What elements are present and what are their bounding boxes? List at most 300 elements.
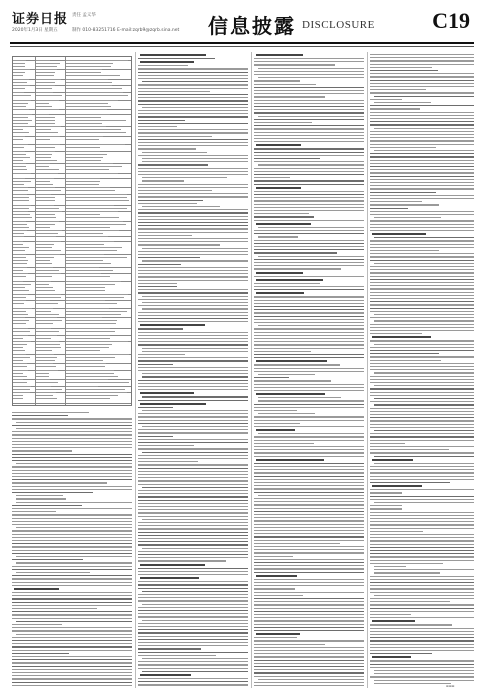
table-cell-text: [36, 338, 51, 339]
table-cell-text: [66, 72, 101, 73]
table-cell-text: [36, 75, 54, 76]
table-cell-text: [66, 163, 113, 164]
body-text-line: [370, 253, 474, 254]
body-text-line: [12, 614, 132, 615]
body-text-line: [138, 464, 248, 465]
body-text-line: [370, 298, 474, 299]
body-text-line: [138, 110, 248, 111]
table-cell-text: [66, 335, 110, 336]
body-text-line: [258, 164, 364, 165]
table-cell-text: [36, 267, 53, 268]
body-text-line: [370, 637, 474, 638]
body-text-line: [254, 476, 364, 477]
body-text-line: [254, 262, 364, 263]
body-text-line: [138, 145, 248, 146]
body-text-line: [138, 613, 248, 614]
body-text-line: [254, 527, 364, 528]
body-text-line: [254, 452, 364, 453]
body-text-line: [12, 505, 82, 506]
body-text-line: [254, 354, 364, 355]
table-cell-text: [36, 344, 60, 345]
body-text-line: [370, 427, 474, 428]
body-text-line: [370, 628, 474, 629]
body-text-line: [254, 423, 300, 424]
body-text-line: [370, 288, 474, 289]
body-text-line: [12, 685, 132, 686]
table-cell-text: [66, 347, 109, 348]
body-text-line: [12, 559, 83, 560]
table-cell-text: [36, 66, 57, 67]
body-text-line: [254, 135, 364, 136]
body-text-line: [254, 148, 364, 149]
body-text-line: [138, 380, 248, 381]
body-text-line: [254, 103, 364, 104]
body-text-line: [254, 572, 364, 573]
body-text-line: [12, 450, 72, 451]
body-text-line: [254, 620, 364, 621]
body-text-line: [254, 283, 320, 284]
body-text-line: [370, 276, 474, 277]
body-text-line: [374, 673, 474, 674]
table-cell-text: [66, 323, 116, 324]
body-text-line: [370, 556, 474, 557]
table-cell-text: [66, 363, 106, 364]
body-text-line: [258, 256, 364, 257]
body-text-line: [254, 492, 364, 493]
body-text-line: [370, 304, 474, 305]
body-text-line: [258, 325, 364, 326]
table-cell-text: [13, 184, 24, 185]
table-cell-text: [13, 197, 29, 198]
body-text-line: [138, 584, 248, 585]
table-cell-text: [36, 314, 59, 315]
body-text-line: [138, 120, 185, 121]
table-cell-text: [36, 82, 55, 83]
body-text-line: [12, 598, 132, 599]
body-text-line: [138, 588, 248, 589]
body-text-line: [374, 128, 474, 129]
table-cell-text: [36, 300, 50, 301]
table-cell-text: [36, 60, 50, 61]
body-text-line: [138, 655, 216, 656]
table-cell-text: [36, 211, 62, 212]
body-text-line: [254, 390, 364, 391]
body-text-line: [138, 684, 248, 685]
table-cell-text: [36, 126, 61, 127]
table-cell-text: [66, 373, 114, 374]
table-cell-text: [13, 323, 26, 324]
body-text-line: [254, 407, 364, 408]
body-text-line: [142, 248, 248, 249]
body-text-line: [12, 441, 132, 442]
body-text-line: [370, 333, 422, 334]
body-text-line: [138, 636, 248, 637]
body-text-line: [254, 663, 364, 664]
body-text-line: [258, 116, 364, 117]
paragraph-heading: [256, 292, 304, 294]
table-cell-text: [13, 178, 25, 179]
table-cell-text: [36, 208, 59, 209]
body-text-line: [370, 563, 443, 564]
table-cell-text: [66, 92, 123, 93]
table-cell-text: [66, 230, 119, 231]
body-text-line: [138, 512, 248, 513]
body-text-line: [254, 268, 341, 269]
table-cell-text: [66, 169, 109, 170]
table-cell-text: [13, 260, 28, 261]
body-text-line: [254, 549, 364, 550]
table-cell-text: [13, 120, 32, 121]
body-text-line: [254, 371, 364, 372]
body-text-line: [254, 168, 364, 169]
header-rule-thin: [10, 46, 474, 47]
body-text-line: [370, 624, 452, 625]
body-text-line: [370, 166, 474, 167]
body-text-line: [254, 335, 364, 336]
body-text-line: [258, 374, 315, 375]
table-cell-text: [36, 386, 51, 387]
body-text-line: [254, 647, 364, 648]
body-text-line: [254, 230, 364, 231]
table-cell-text: [36, 335, 57, 336]
body-text-line: [12, 611, 132, 612]
table-cell-text: [36, 100, 59, 101]
body-text-line: [138, 190, 212, 191]
body-text-line: [138, 423, 248, 424]
section-title: 信息披露: [208, 14, 296, 38]
table-cell-text: [36, 230, 62, 231]
body-text-line: [258, 77, 364, 78]
body-text-line: [142, 152, 207, 153]
body-text-line: [254, 338, 364, 339]
table-cell-text: [13, 317, 25, 318]
table-cell-text: [13, 211, 28, 212]
table-cell-text: [66, 214, 100, 215]
table-cell-text: [66, 386, 98, 387]
body-text-line: [254, 416, 364, 417]
body-text-line: [254, 517, 364, 518]
table-cell-text: [13, 85, 30, 86]
body-text-line: [254, 200, 364, 201]
body-text-line: [370, 353, 439, 354]
table-cell-text: [36, 123, 55, 124]
body-text-line: [370, 256, 474, 257]
table-cell-text: [13, 173, 31, 174]
body-text-line: [138, 267, 248, 268]
table-cell-text: [36, 88, 52, 89]
paragraph-heading: [372, 620, 415, 622]
body-text-line: [370, 86, 474, 87]
body-text-line: [138, 496, 248, 497]
body-text-line: [16, 556, 132, 557]
table-cell-text: [66, 114, 110, 115]
body-text-line: [254, 436, 364, 437]
table-cell-text: [13, 109, 29, 110]
body-text-line: [370, 476, 474, 477]
body-text-line: [370, 73, 474, 74]
table-cell-text: [36, 117, 55, 118]
table-cell-text: [66, 190, 115, 191]
body-text-line: [12, 454, 132, 455]
body-text-line: [254, 122, 312, 123]
table-cell-text: [13, 331, 30, 332]
body-text-line: [370, 667, 474, 668]
body-text-line: [254, 240, 364, 241]
body-text-line: [12, 524, 132, 525]
body-text-line: [12, 630, 132, 631]
paragraph-heading: [140, 403, 206, 405]
table-cell-text: [66, 227, 110, 228]
table-cell-text: [13, 66, 25, 67]
body-text-line: [374, 566, 406, 567]
body-text-line: [12, 444, 132, 445]
body-text-line: [142, 396, 248, 397]
table-cell-text: [66, 66, 111, 67]
body-text-line: [370, 515, 474, 516]
table-cell-text: [66, 60, 128, 61]
paragraph-heading: [140, 392, 194, 394]
body-text-line: [138, 560, 226, 561]
body-text-line: [254, 286, 364, 287]
table-cell-text: [36, 254, 60, 255]
table-cell-text: [66, 233, 103, 234]
body-text-line: [138, 541, 248, 542]
body-text-line: [370, 408, 474, 409]
table-cell-text: [13, 382, 27, 383]
body-text-line: [254, 592, 364, 593]
body-text-line: [370, 70, 438, 71]
table-cell-text: [36, 120, 55, 121]
body-text-line: [12, 659, 132, 660]
table-cell-text: [66, 147, 100, 148]
body-text-line: [254, 585, 364, 586]
body-text-line: [370, 140, 474, 141]
body-text-line: [138, 503, 248, 504]
body-text-line: [370, 99, 402, 100]
table-cell-text: [36, 114, 49, 115]
body-text-line: [254, 669, 364, 670]
body-text-line: [370, 60, 474, 61]
body-text-line: [138, 286, 177, 287]
body-text-line: [370, 240, 474, 241]
body-text-line: [254, 508, 364, 509]
body-text-line: [370, 401, 474, 402]
body-text-line: [370, 366, 474, 367]
body-text-line: [370, 227, 474, 228]
paragraph-heading: [372, 233, 426, 235]
table-cell-text: [13, 276, 26, 277]
body-text-line: [374, 569, 474, 570]
body-text-line: [254, 653, 364, 654]
body-text-line: [138, 65, 188, 66]
table-cell-text: [36, 200, 55, 201]
body-text-line: [254, 184, 364, 185]
body-text-line: [370, 266, 474, 267]
body-text-line: [12, 592, 132, 593]
table-cell-text: [66, 63, 113, 64]
body-text-line: [142, 591, 248, 592]
table-cell-text: [66, 300, 105, 301]
body-text-line: [370, 54, 474, 55]
body-text-line: [370, 650, 474, 651]
table-cell-text: [13, 129, 23, 130]
table-cell-text: [66, 392, 127, 393]
body-text-line: [254, 536, 364, 537]
body-text-line: [138, 257, 200, 258]
body-text-line: [254, 357, 364, 358]
table-cell-text: [36, 308, 53, 309]
table-cell-text: [36, 85, 55, 86]
body-text-line: [254, 608, 364, 609]
body-text-line: [370, 160, 474, 161]
body-text-line: [12, 624, 62, 625]
body-text-line: [12, 438, 132, 439]
body-text-line: [374, 314, 474, 315]
table-cell-text: [66, 317, 102, 318]
body-text-line: [254, 501, 364, 502]
body-text-line: [254, 220, 364, 221]
body-text-line: [12, 537, 132, 538]
body-text-line: [138, 490, 248, 491]
body-text-line: [370, 508, 402, 509]
table-cell-text: [66, 241, 114, 242]
body-text-line: [254, 640, 364, 641]
table-cell-text: [66, 160, 101, 161]
body-text-line: [254, 676, 364, 677]
table-cell-text: [66, 350, 100, 351]
body-text-line: [138, 341, 248, 342]
body-text-line: [254, 559, 364, 560]
table-cell-text: [13, 395, 23, 396]
table-cell-text: [13, 344, 27, 345]
body-text-line: [374, 237, 474, 238]
table-cell-text: [36, 331, 59, 332]
body-text-line: [142, 107, 248, 108]
body-text-line: [138, 661, 248, 662]
body-text-line: [370, 369, 474, 370]
body-text-line: [370, 260, 474, 261]
body-text-line: [254, 384, 364, 385]
body-text-line: [254, 207, 364, 208]
body-text-line: [254, 552, 364, 553]
body-text-line: [138, 354, 185, 355]
table-cell-text: [36, 366, 56, 367]
body-text-line: [12, 470, 132, 471]
body-text-line: [254, 426, 364, 427]
column-divider: [367, 52, 368, 688]
body-text-line: [138, 251, 248, 252]
body-text-line: [370, 279, 474, 280]
table-cell-text: [36, 376, 49, 377]
body-text-line: [370, 598, 474, 599]
table-cell-text: [36, 370, 58, 371]
body-text-line: [254, 300, 364, 301]
body-text-line: [370, 492, 402, 493]
table-cell-text: [36, 147, 55, 148]
body-text-line: [374, 372, 474, 373]
table-cell-text: [13, 92, 24, 93]
table-cell-text: [66, 382, 129, 383]
table-cell-text: [66, 379, 108, 380]
body-text-line: [254, 341, 364, 342]
table-cell-text: [36, 224, 55, 225]
table-cell-text: [13, 347, 23, 348]
body-text-line: [374, 430, 474, 431]
body-text-line: [12, 534, 132, 535]
body-text-line: [254, 64, 335, 65]
table-cell-text: [66, 273, 101, 274]
body-text-line: [12, 466, 132, 467]
body-text-line: [138, 228, 248, 229]
body-text-line: [254, 568, 364, 569]
body-text-line: [370, 424, 474, 425]
body-text-line: [138, 312, 248, 313]
body-text-line: [138, 280, 248, 281]
body-text-line: [254, 322, 364, 323]
table-cell-text: [66, 151, 100, 152]
body-text-line: [254, 249, 364, 250]
body-text-line: [370, 363, 474, 364]
table-cell-text: [13, 303, 24, 304]
body-text-line: [370, 644, 474, 645]
body-text-line: [374, 463, 474, 464]
paragraph-heading: [256, 459, 324, 461]
table-cell-text: [13, 363, 27, 364]
body-text-line: [138, 652, 248, 653]
body-text-line: [138, 305, 248, 306]
body-text-line: [254, 617, 364, 618]
table-cell-text: [66, 308, 109, 309]
body-text-line: [254, 128, 364, 129]
body-text-line: [370, 272, 474, 273]
body-text-line: [138, 97, 248, 98]
body-text-line: [370, 327, 474, 328]
body-text-line: [374, 96, 474, 97]
body-text-line: [138, 289, 248, 290]
body-text-line: [12, 653, 69, 654]
body-text-line: [138, 629, 248, 630]
body-text-line: [254, 666, 364, 667]
body-text-line: [12, 546, 132, 547]
table-cell-text: [66, 224, 126, 225]
body-text-line: [370, 220, 474, 221]
table-cell-text: [66, 139, 99, 140]
body-text-line: [370, 144, 474, 145]
body-text-line: [142, 81, 248, 82]
table-cell-text: [36, 328, 51, 329]
body-text-line: [254, 582, 364, 583]
table-cell-text: [66, 194, 127, 195]
body-text-line: [370, 547, 474, 548]
body-text-line: [370, 482, 450, 483]
table-cell-text: [13, 247, 29, 248]
body-text-line: [374, 680, 474, 681]
body-text-line: [370, 420, 474, 421]
body-text-line: [370, 115, 474, 116]
body-text-line: [254, 485, 364, 486]
table-cell-text: [36, 227, 50, 228]
body-text-line: [12, 457, 132, 458]
table-cell-text: [36, 92, 53, 93]
paragraph-heading: [14, 588, 59, 590]
body-text-line: [254, 368, 364, 369]
body-text-line: [254, 511, 364, 512]
table-cell-text: [13, 392, 30, 393]
table-cell-text: [66, 303, 117, 304]
table-cell-text: [13, 132, 29, 133]
body-text-line: [138, 500, 248, 501]
table-cell-text: [66, 244, 104, 245]
